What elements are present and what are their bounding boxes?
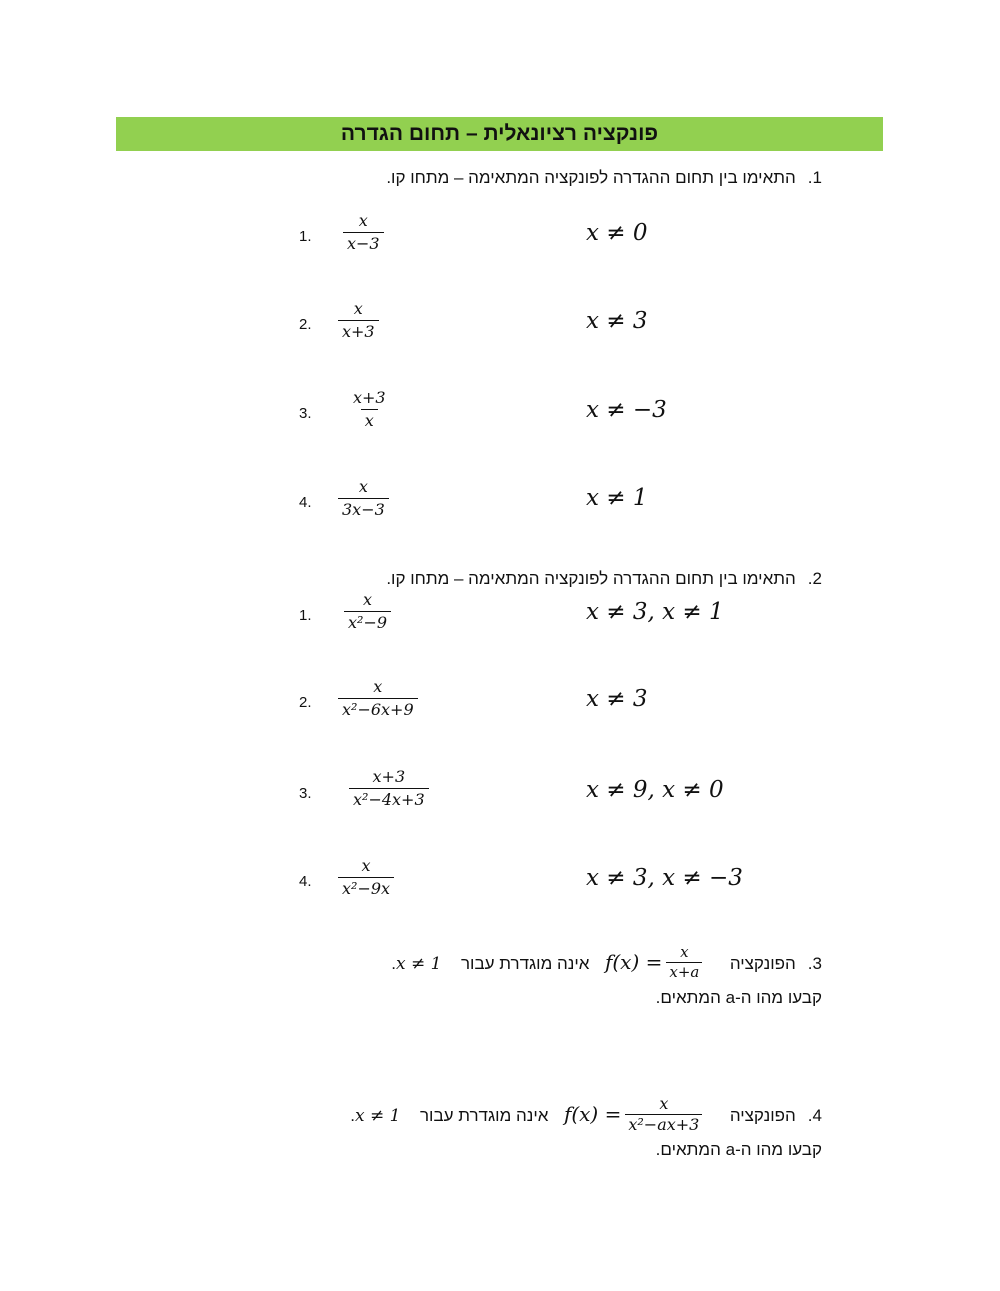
q1-item-1-fraction [343, 212, 384, 254]
q4-line1: 4.הפונקציה f(x) = $\frac{x}{\text{x²−ax+3}}$ אינה מוגדרת עבור x ≠ 1. [350, 1094, 822, 1134]
q4-numerator: x [659, 1094, 669, 1113]
page-title [116, 117, 883, 151]
q2-domain-1: x ≠ 3, x ≠ 1 [586, 599, 724, 625]
page-title-text: פונקציה רציונאלית – תחום הגדרה [340, 122, 659, 145]
q1-item-3-numerator: x+3 [353, 388, 386, 407]
q2-item-2-fraction [338, 678, 418, 720]
q3-function [605, 944, 706, 980]
q1-item-2-number: 2. [299, 316, 312, 333]
q3-fraction [666, 944, 702, 980]
q3-word-function: הפונקציה [729, 954, 796, 973]
q4-number: 4. [807, 1106, 822, 1126]
q4-line2: קבעו מהו ה-a המתאים. [655, 1140, 822, 1159]
q1-item-2-numerator: x [353, 299, 363, 318]
q2-item-1-denominator: x²−9 [344, 611, 391, 632]
q1-domain-2: x ≠ 3 [586, 308, 648, 334]
q1-domain-1: x ≠ 0 [586, 220, 648, 246]
q1-item-1-denominator: x−3 [343, 232, 384, 253]
q4-function [564, 1095, 706, 1133]
q4-fraction [625, 1095, 702, 1133]
q3-number: 3. [807, 954, 822, 973]
q2-item-4-denominator: x²−9x [338, 877, 394, 898]
q2-item-2-numerator: x [373, 677, 383, 696]
q2-item-1-fraction [344, 591, 391, 633]
q1-domain-3: x ≠ −3 [586, 397, 667, 423]
q2-domain-4: x ≠ 3, x ≠ −3 [586, 865, 743, 891]
q4-phrase: אינה מוגדרת עבור [419, 1106, 549, 1126]
q1-domain-4: x ≠ 1 [586, 485, 648, 511]
q2-item-3-number: 3. [299, 785, 312, 802]
q1-item-3-number: 3. [299, 405, 312, 422]
q2-item-2-denominator: x²−6x+9 [338, 698, 418, 719]
q1-item-1-numerator: x [358, 211, 368, 230]
q4-fx: f(x) = [563, 1102, 622, 1127]
q3-numerator: x [680, 943, 689, 961]
q2-item-4-number: 4. [299, 873, 312, 890]
q3-line2: קבעו מהו ה-a המתאים. [655, 988, 822, 1007]
q2-item-3-numerator: x+3 [372, 767, 406, 786]
q1-item-4-denominator: 3x−3 [338, 498, 389, 519]
q2-domain-2: x ≠ 3 [586, 686, 648, 712]
q2-item-3-denominator: x²−4x+3 [349, 788, 429, 809]
q2-instruction [386, 569, 822, 589]
q3-denominator: x+a [666, 962, 702, 981]
q3-condition: x ≠ 1 [396, 954, 442, 974]
q1-item-4-number: 4. [299, 494, 312, 511]
q1-instruction-text: התאימו בין תחום ההגדרה לפונקציה המתאימה – מתחו קו. [386, 168, 796, 187]
q2-item-3-fraction [349, 768, 429, 810]
q1-item-4-fraction [338, 478, 389, 520]
q2-item-4-fraction [338, 857, 394, 899]
q1-item-2-denominator: x+3 [338, 320, 379, 341]
q3-phrase: אינה מוגדרת עבור [460, 954, 590, 973]
q4-condition: x ≠ 1 [355, 1106, 401, 1127]
q1-item-3-denominator: x [361, 409, 378, 430]
q3-line1: 3.הפונקציה f(x) = $\frac{x}{x+a}$ אינה מוגדרת עבור x ≠ 1. [391, 943, 822, 981]
q1-number: 1. [807, 168, 822, 187]
q1-item-3-fraction [349, 389, 390, 431]
q2-number: 2. [807, 569, 822, 588]
q3-fx: f(x) = [604, 950, 663, 974]
q4-word-function: הפונקציה [729, 1106, 796, 1126]
q2-instruction-text: התאימו בין תחום ההגדרה לפונקציה המתאימה – מתחו קו. [386, 569, 796, 588]
q2-item-1-number: 1. [299, 607, 312, 624]
q1-instruction [386, 168, 822, 188]
q2-item-4-numerator: x [361, 856, 371, 875]
q2-item-2-number: 2. [299, 694, 312, 711]
q2-item-1-numerator: x [363, 590, 373, 609]
q4-denominator: x²−ax+3 [625, 1114, 702, 1134]
q1-item-1-number: 1. [299, 228, 312, 245]
q1-item-2-fraction [338, 300, 379, 342]
q1-item-4-numerator: x [358, 477, 368, 496]
q2-domain-3: x ≠ 9, x ≠ 0 [586, 777, 724, 803]
